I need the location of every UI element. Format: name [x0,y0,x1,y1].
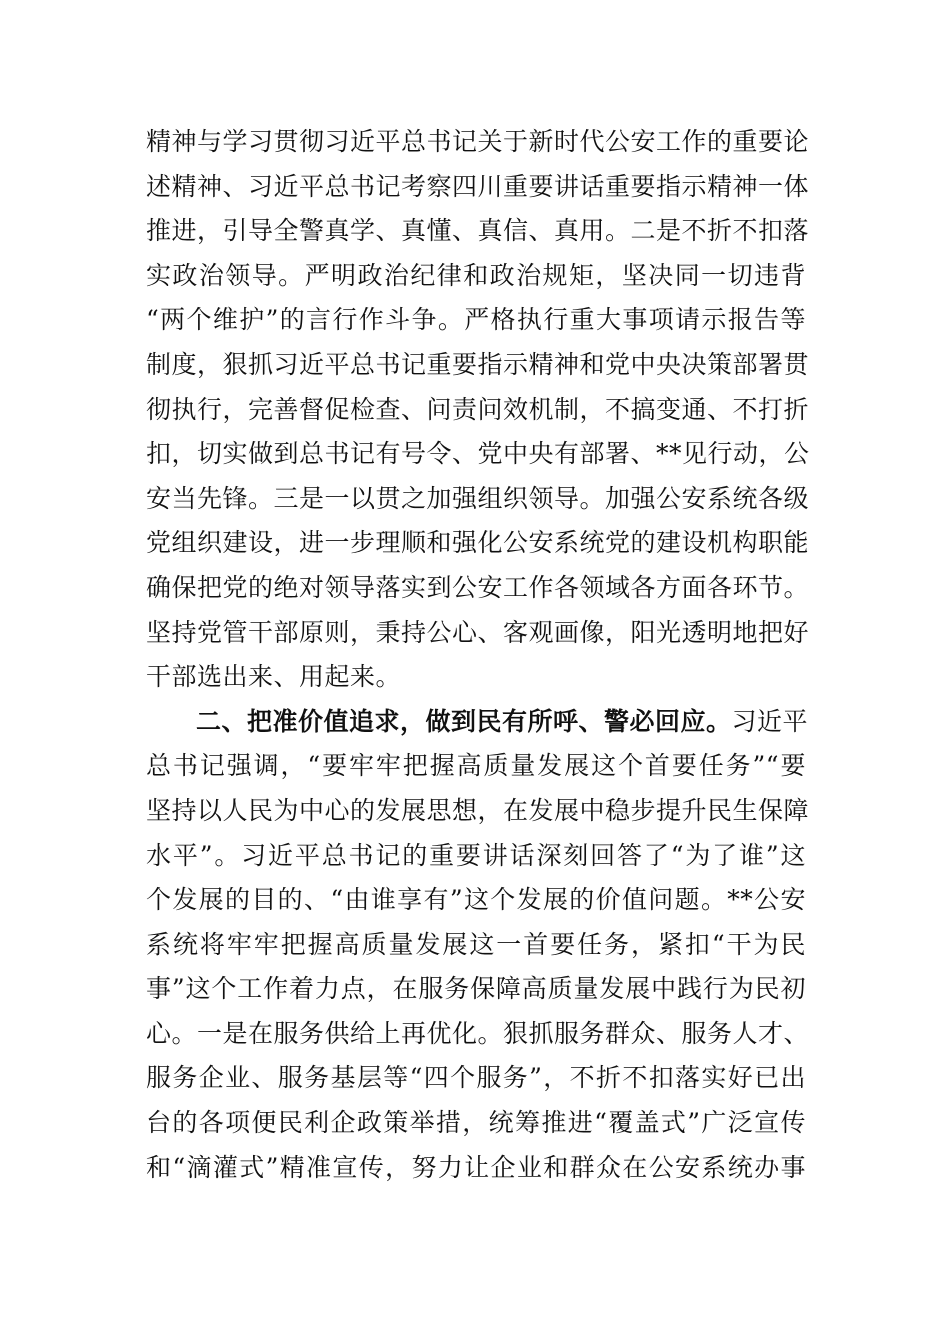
text-line: 党组织建设，进一步理顺和强化公安系统党的建设机构职能 [146,528,810,558]
text-line: 坚持以人民为中心的发展思想，在发展中稳步提升民生保障 [146,795,810,825]
text-line: 制度，狠抓习近平总书记重要指示精神和党中央决策部署贯 [146,349,810,379]
text-line: 服务企业、服务基层等“四个服务”，不折不扣落实好已出 [146,1063,806,1093]
text-line: “两个维护”的言行作斗争。严格执行重大事项请示报告等 [146,305,806,335]
text-line: 事”这个工作着力点，在服务保障高质量发展中践行为民初 [146,974,806,1004]
text-line: 坚持党管干部原则，秉持公心、客观画像，阳光透明地把好 [146,617,810,647]
text-line: 和“滴灌式”精准宣传，努力让企业和群众在公安系统办事 [146,1152,806,1182]
text-line: 水平”。习近平总书记的重要讲话深刻回答了“为了谁”这 [146,840,806,870]
text-line: 台的各项便民利企政策举措，统筹推进“覆盖式”广泛宣传 [146,1108,806,1138]
text-line: 个发展的目的、“由谁享有”这个发展的价值问题。**公安 [146,885,806,915]
text-line: 系统将牢牢把握高质量发展这一首要任务，紧扣“干为民 [146,929,806,959]
text-line: 安当先锋。三是一以贯之加强组织领导。加强公安系统各级 [146,483,810,513]
text-line: 实政治领导。严明政治纪律和政治规矩，坚决同一切违背 [146,260,806,290]
text-line: 扣，切实做到总书记有号令、党中央有部署、**见行动，公 [146,439,810,469]
section-2-heading: 二、把准价值追求，做到民有所呼、警必回应。 [196,706,732,736]
text-line: 述精神、习近平总书记考察四川重要讲话重要指示精神一体 [146,171,810,201]
text-line: 总书记强调，“要牢牢把握高质量发展这个首要任务”“要 [146,751,806,781]
document-body [146,120,810,1190]
text-line: 彻执行，完善督促检查、问责问效机制，不搞变通、不打折 [146,394,810,424]
text-line: 心。一是在服务供给上再优化。狠抓服务群众、服务人才、 [146,1018,810,1048]
section-2-first-line-text: 习近平 [731,706,809,736]
text-line: 干部选出来、用起来。 [146,662,402,692]
text-line: 精神与学习贯彻习近平总书记关于新时代公安工作的重要论 [146,127,810,156]
text-line: 推进，引导全警真学、真懂、真信、真用。二是不折不扣落 [146,216,810,246]
section-2-first-line [146,700,809,745]
text-line: 确保把党的绝对领导落实到公安工作各领域各方面各环节。 [146,572,810,602]
